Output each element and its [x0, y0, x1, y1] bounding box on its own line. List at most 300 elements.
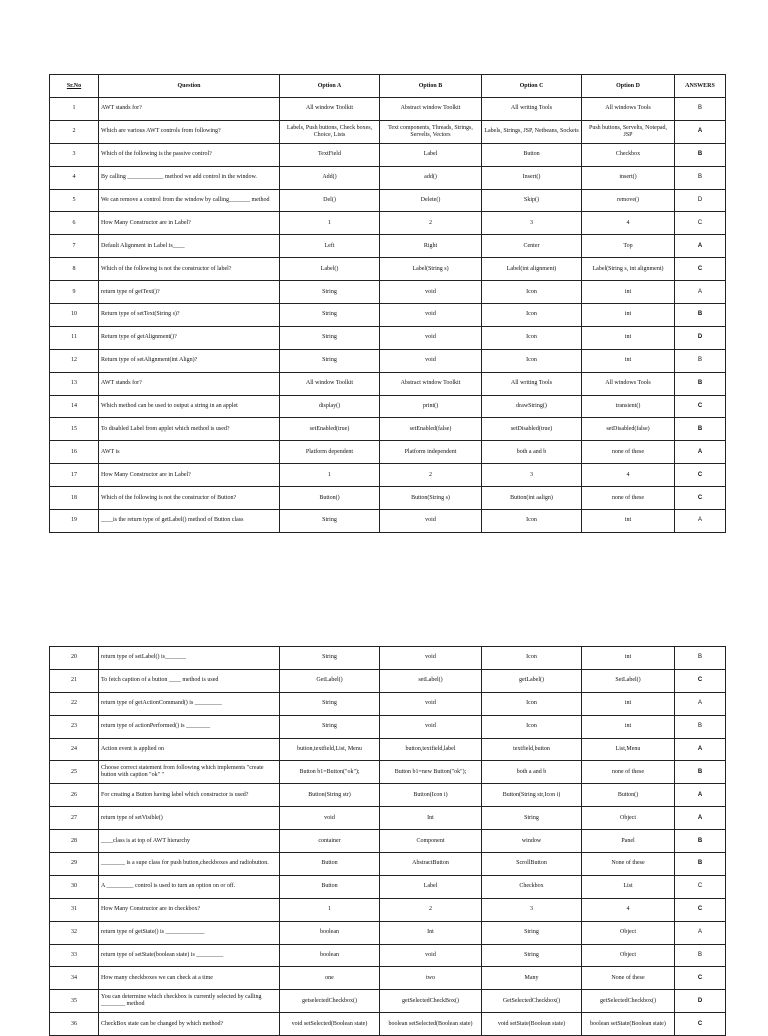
cell-question: By calling ____________ method we add control in the window.: [99, 166, 280, 189]
cell-option-d: Object: [582, 944, 675, 967]
cell-question: Which of the following is the passive control?: [99, 143, 280, 166]
cell-option-d: insert(): [582, 166, 675, 189]
cell-option-a: boolean: [280, 921, 380, 944]
cell-question: return type of getText()?: [99, 281, 280, 304]
header-option-a: Option A: [280, 75, 380, 98]
cell-option-c: String: [482, 921, 582, 944]
cell-question: ____is the return type of getLabel() method of Button class: [99, 510, 280, 533]
cell-option-d: int: [582, 326, 675, 349]
cell-srno: 27: [50, 807, 99, 830]
table-row: [50, 281, 726, 304]
cell-option-c: Button: [482, 143, 582, 166]
cell-answer: C: [675, 967, 726, 990]
cell-srno: 34: [50, 967, 99, 990]
cell-option-a: String: [280, 692, 380, 715]
cell-srno: 33: [50, 944, 99, 967]
cell-answer: B: [675, 853, 726, 876]
cell-option-b: Int: [380, 807, 482, 830]
header-option-b: Option B: [380, 75, 482, 98]
table-row: [50, 189, 726, 212]
cell-option-a: All window Toolkit: [280, 372, 380, 395]
cell-option-d: int: [582, 715, 675, 738]
cell-option-c: 3: [482, 464, 582, 487]
table-row: [50, 212, 726, 235]
cell-option-b: Button(Icon i): [380, 784, 482, 807]
table-row: [50, 967, 726, 990]
cell-option-c: Skip(): [482, 189, 582, 212]
cell-srno: 3: [50, 143, 99, 166]
cell-srno: 9: [50, 281, 99, 304]
cell-question: CheckBox state can be changed by which method?: [99, 1013, 280, 1036]
cell-option-b: void: [380, 692, 482, 715]
cell-option-c: setDisabled(true): [482, 418, 582, 441]
cell-option-b: setEnabled(false): [380, 418, 482, 441]
cell-option-c: String: [482, 944, 582, 967]
table-row: [50, 166, 726, 189]
cell-option-d: SetLabel(): [582, 669, 675, 692]
cell-option-a: String: [280, 349, 380, 372]
cell-srno: 25: [50, 761, 99, 784]
cell-srno: 1: [50, 98, 99, 121]
cell-option-b: Platform independent: [380, 441, 482, 464]
cell-question: To disabled Label from applet which method is used?: [99, 418, 280, 441]
cell-option-b: Label: [380, 143, 482, 166]
cell-srno: 14: [50, 395, 99, 418]
cell-option-d: 4: [582, 464, 675, 487]
cell-option-d: int: [582, 510, 675, 533]
cell-option-b: void: [380, 510, 482, 533]
cell-option-d: None of these: [582, 967, 675, 990]
cell-srno: 2: [50, 120, 99, 143]
table-header-row: [50, 75, 726, 98]
cell-option-a: button,textfield,List, Menu: [280, 738, 380, 761]
table-row: [50, 510, 726, 533]
cell-answer: B: [675, 830, 726, 853]
cell-option-d: int: [582, 349, 675, 372]
header-option-d: Option D: [582, 75, 675, 98]
table-row: [50, 875, 726, 898]
cell-option-a: container: [280, 830, 380, 853]
cell-option-c: Icon: [482, 715, 582, 738]
header-answers: ANSWERS: [675, 75, 726, 98]
cell-option-a: Button: [280, 875, 380, 898]
cell-srno: 21: [50, 669, 99, 692]
table-row: [50, 349, 726, 372]
cell-answer: C: [675, 212, 726, 235]
cell-question: return type of getState() is _____________: [99, 921, 280, 944]
cell-option-b: Abstract window Toolkit: [380, 98, 482, 121]
cell-option-d: Panel: [582, 830, 675, 853]
cell-question: ________ is a supe class for push button,checkboxes and radiobutton.: [99, 853, 280, 876]
cell-option-a: String: [280, 281, 380, 304]
cell-question: ____class is at top of AWT hierarchy: [99, 830, 280, 853]
table-row: [50, 487, 726, 510]
cell-option-d: Label(String s, int alignment): [582, 258, 675, 281]
cell-answer: D: [675, 990, 726, 1013]
cell-option-d: 4: [582, 212, 675, 235]
cell-question: Default Alignment in Label is____: [99, 235, 280, 258]
cell-option-b: Abstract window Toolkit: [380, 372, 482, 395]
cell-option-d: List,Menu: [582, 738, 675, 761]
cell-option-c: getLabel(): [482, 669, 582, 692]
cell-option-b: Right: [380, 235, 482, 258]
cell-answer: B: [675, 349, 726, 372]
cell-option-b: button,textfield,label: [380, 738, 482, 761]
cell-question: A _________ control is used to turn an option on or off.: [99, 875, 280, 898]
cell-option-c: textfield,button: [482, 738, 582, 761]
cell-answer: B: [675, 761, 726, 784]
cell-srno: 6: [50, 212, 99, 235]
table-row: [50, 258, 726, 281]
cell-answer: A: [675, 807, 726, 830]
table-row: [50, 418, 726, 441]
cell-option-d: boolean setState(Boolean state): [582, 1013, 675, 1036]
cell-option-d: Object: [582, 807, 675, 830]
table-row: [50, 669, 726, 692]
cell-srno: 16: [50, 441, 99, 464]
cell-option-a: display(): [280, 395, 380, 418]
cell-option-b: void: [380, 281, 482, 304]
cell-option-b: Button(String s): [380, 487, 482, 510]
cell-question: How Many Constructor are in Label?: [99, 464, 280, 487]
cell-option-b: Label: [380, 875, 482, 898]
cell-option-c: ScrollButton: [482, 853, 582, 876]
cell-option-d: None of these: [582, 853, 675, 876]
cell-option-a: Button(String str): [280, 784, 380, 807]
cell-answer: C: [675, 487, 726, 510]
table-row: [50, 464, 726, 487]
table-row: [50, 944, 726, 967]
cell-option-d: none of these: [582, 761, 675, 784]
table-row: [50, 898, 726, 921]
cell-option-b: Label(String s): [380, 258, 482, 281]
cell-question: return type of getActionCommand() is _________: [99, 692, 280, 715]
cell-srno: 28: [50, 830, 99, 853]
cell-answer: D: [675, 189, 726, 212]
cell-option-a: void setSelected(Boolean state): [280, 1013, 380, 1036]
cell-question: Return type of setAlignment(int Align)?: [99, 349, 280, 372]
cell-answer: B: [675, 715, 726, 738]
cell-option-b: add(): [380, 166, 482, 189]
cell-answer: C: [675, 669, 726, 692]
cell-option-b: AbstractButton: [380, 853, 482, 876]
cell-question: Return type of setText(String s)?: [99, 304, 280, 327]
cell-answer: C: [675, 1013, 726, 1036]
cell-question: return type of setVisible(): [99, 807, 280, 830]
cell-option-a: Left: [280, 235, 380, 258]
cell-option-d: Button(): [582, 784, 675, 807]
cell-question: Which method can be used to output a string in an applet: [99, 395, 280, 418]
cell-option-b: two: [380, 967, 482, 990]
cell-option-c: Icon: [482, 326, 582, 349]
cell-option-b: Component: [380, 830, 482, 853]
table-row: [50, 921, 726, 944]
cell-answer: C: [675, 258, 726, 281]
cell-question: Return type of getAlignment()?: [99, 326, 280, 349]
cell-option-b: 2: [380, 212, 482, 235]
cell-option-a: Button(): [280, 487, 380, 510]
cell-option-c: Labels, Strings, JSP, Netbeans, Sockets: [482, 120, 582, 143]
cell-option-d: All windows Tools: [582, 372, 675, 395]
cell-question: Which of the following is not the constructor of label?: [99, 258, 280, 281]
cell-answer: A: [675, 921, 726, 944]
cell-option-a: Del(): [280, 189, 380, 212]
cell-option-b: Delete(): [380, 189, 482, 212]
cell-question: For creating a Button having label which constructor is used?: [99, 784, 280, 807]
cell-srno: 23: [50, 715, 99, 738]
mcq-table-part-1: [49, 74, 726, 533]
table-row: [50, 761, 726, 784]
cell-option-d: int: [582, 304, 675, 327]
cell-option-a: String: [280, 715, 380, 738]
cell-option-a: 1: [280, 212, 380, 235]
header-option-c: Option C: [482, 75, 582, 98]
header-question: Question: [99, 75, 280, 98]
cell-answer: B: [675, 166, 726, 189]
cell-question: Which of the following is not the constructor of Button?: [99, 487, 280, 510]
cell-answer: A: [675, 441, 726, 464]
cell-answer: B: [675, 143, 726, 166]
table-row: [50, 990, 726, 1013]
cell-answer: A: [675, 784, 726, 807]
cell-answer: B: [675, 647, 726, 670]
cell-srno: 17: [50, 464, 99, 487]
cell-question: return type of actionPerformed() is ________: [99, 715, 280, 738]
cell-question: return type of setLabel() is_______: [99, 647, 280, 670]
cell-srno: 36: [50, 1013, 99, 1036]
cell-option-b: void: [380, 349, 482, 372]
table-row: [50, 235, 726, 258]
table-row: [50, 120, 726, 143]
cell-option-c: String: [482, 807, 582, 830]
cell-option-a: String: [280, 647, 380, 670]
cell-option-b: 2: [380, 464, 482, 487]
cell-option-d: getSelectedCheckbox(): [582, 990, 675, 1013]
cell-option-d: none of these: [582, 487, 675, 510]
cell-question: AWT is: [99, 441, 280, 464]
cell-option-c: Center: [482, 235, 582, 258]
cell-option-a: GetLabel(): [280, 669, 380, 692]
cell-srno: 22: [50, 692, 99, 715]
cell-srno: 24: [50, 738, 99, 761]
cell-question: Action event is applied on: [99, 738, 280, 761]
table-row: [50, 715, 726, 738]
cell-srno: 11: [50, 326, 99, 349]
cell-option-a: String: [280, 510, 380, 533]
cell-option-b: void: [380, 647, 482, 670]
cell-option-c: Label(int alignment): [482, 258, 582, 281]
cell-srno: 10: [50, 304, 99, 327]
cell-option-d: int: [582, 692, 675, 715]
cell-question: How many checkboxes we can check at a time: [99, 967, 280, 990]
cell-option-d: Push buttons, Servelts, Notepad, JSP: [582, 120, 675, 143]
cell-option-c: All writing Tools: [482, 98, 582, 121]
table-row: [50, 372, 726, 395]
cell-option-d: Checkbox: [582, 143, 675, 166]
cell-answer: B: [675, 372, 726, 395]
table-row: [50, 807, 726, 830]
cell-option-c: Icon: [482, 349, 582, 372]
table-row: [50, 647, 726, 670]
cell-srno: 7: [50, 235, 99, 258]
cell-option-b: void: [380, 304, 482, 327]
cell-option-d: List: [582, 875, 675, 898]
cell-option-d: none of these: [582, 441, 675, 464]
header-srno: Sr.No: [50, 75, 99, 98]
cell-question: Which are various AWT controls from following?: [99, 120, 280, 143]
cell-srno: 31: [50, 898, 99, 921]
cell-srno: 4: [50, 166, 99, 189]
cell-option-a: one: [280, 967, 380, 990]
cell-option-c: Button(String str,Icon i): [482, 784, 582, 807]
cell-option-a: Add(): [280, 166, 380, 189]
cell-option-a: boolean: [280, 944, 380, 967]
table-body-part-2: [50, 647, 726, 1036]
cell-option-c: 3: [482, 898, 582, 921]
cell-option-b: boolean setSelected(Boolean state): [380, 1013, 482, 1036]
cell-question: You can determine which checkbox is currently selected by calling ________ method: [99, 990, 280, 1013]
cell-option-a: void: [280, 807, 380, 830]
table-row: [50, 692, 726, 715]
table-row: [50, 738, 726, 761]
cell-option-d: Top: [582, 235, 675, 258]
cell-srno: 13: [50, 372, 99, 395]
cell-question: Choose correct statement from following which implements "create button with caption "ok" ": [99, 761, 280, 784]
table-row: [50, 1013, 726, 1036]
cell-option-c: GetSelectedCheckbox(): [482, 990, 582, 1013]
cell-option-c: both a and b: [482, 761, 582, 784]
cell-option-c: Icon: [482, 510, 582, 533]
cell-option-d: 4: [582, 898, 675, 921]
cell-answer: D: [675, 326, 726, 349]
cell-option-c: drawString(): [482, 395, 582, 418]
cell-option-d: setDisabled(false): [582, 418, 675, 441]
cell-option-a: 1: [280, 464, 380, 487]
cell-answer: C: [675, 395, 726, 418]
table-body-part-1: [50, 98, 726, 533]
cell-answer: A: [675, 692, 726, 715]
table-row: [50, 98, 726, 121]
cell-srno: 35: [50, 990, 99, 1013]
cell-option-a: Button: [280, 853, 380, 876]
cell-answer: A: [675, 235, 726, 258]
cell-srno: 5: [50, 189, 99, 212]
cell-answer: B: [675, 304, 726, 327]
cell-option-c: Checkbox: [482, 875, 582, 898]
table-row: [50, 395, 726, 418]
cell-option-b: void: [380, 715, 482, 738]
table-row: [50, 830, 726, 853]
cell-option-b: getSelectedCheckBox(): [380, 990, 482, 1013]
table-row: [50, 326, 726, 349]
cell-srno: 20: [50, 647, 99, 670]
cell-answer: C: [675, 464, 726, 487]
cell-srno: 15: [50, 418, 99, 441]
cell-srno: 32: [50, 921, 99, 944]
cell-option-a: setEnabled(true): [280, 418, 380, 441]
cell-question: How Many Constructor are in checkbox?: [99, 898, 280, 921]
cell-option-b: 2: [380, 898, 482, 921]
cell-answer: C: [675, 875, 726, 898]
cell-answer: A: [675, 281, 726, 304]
cell-option-a: 1: [280, 898, 380, 921]
cell-option-c: Icon: [482, 647, 582, 670]
table-row: [50, 784, 726, 807]
cell-option-c: Icon: [482, 304, 582, 327]
mcq-table-part-2: [49, 646, 726, 1036]
cell-option-a: Platform dependent: [280, 441, 380, 464]
cell-option-c: Insert(): [482, 166, 582, 189]
cell-srno: 29: [50, 853, 99, 876]
cell-option-d: transient(): [582, 395, 675, 418]
cell-srno: 12: [50, 349, 99, 372]
cell-option-c: Many: [482, 967, 582, 990]
cell-option-a: Labels, Push buttons, Check boxes, Choice, Lists: [280, 120, 380, 143]
cell-answer: A: [675, 738, 726, 761]
cell-option-b: print(): [380, 395, 482, 418]
cell-option-a: getselectedCheckbox(): [280, 990, 380, 1013]
cell-option-c: All writing Tools: [482, 372, 582, 395]
cell-answer: A: [675, 120, 726, 143]
cell-option-b: Text components, Threads, Strings, Servelts, Vectors: [380, 120, 482, 143]
cell-option-b: Button b1=new Button("ok");: [380, 761, 482, 784]
cell-option-c: Button(int aalign): [482, 487, 582, 510]
cell-option-c: both a and b: [482, 441, 582, 464]
cell-question: AWT stands for?: [99, 372, 280, 395]
cell-option-d: int: [582, 647, 675, 670]
cell-answer: B: [675, 418, 726, 441]
cell-srno: 30: [50, 875, 99, 898]
cell-option-b: Int: [380, 921, 482, 944]
cell-option-d: Object: [582, 921, 675, 944]
cell-option-a: All window Toolkit: [280, 98, 380, 121]
cell-option-a: TextField: [280, 143, 380, 166]
cell-question: return type of setState(boolean state) is _________: [99, 944, 280, 967]
cell-option-c: Icon: [482, 692, 582, 715]
cell-answer: B: [675, 944, 726, 967]
cell-option-d: All windows Tools: [582, 98, 675, 121]
cell-option-b: setLabel(): [380, 669, 482, 692]
cell-option-b: void: [380, 326, 482, 349]
cell-srno: 19: [50, 510, 99, 533]
table-row: [50, 304, 726, 327]
cell-option-a: String: [280, 304, 380, 327]
cell-option-a: String: [280, 326, 380, 349]
cell-answer: C: [675, 898, 726, 921]
table-row: [50, 853, 726, 876]
cell-srno: 8: [50, 258, 99, 281]
cell-option-b: void: [380, 944, 482, 967]
cell-srno: 26: [50, 784, 99, 807]
cell-option-d: remove(): [582, 189, 675, 212]
cell-question: To fetch caption of a button ____ method is used: [99, 669, 280, 692]
cell-answer: A: [675, 510, 726, 533]
cell-option-d: int: [582, 281, 675, 304]
cell-option-c: 3: [482, 212, 582, 235]
cell-option-c: Icon: [482, 281, 582, 304]
cell-option-c: void setState(Boolean state): [482, 1013, 582, 1036]
cell-answer: B: [675, 98, 726, 121]
cell-option-a: Label(): [280, 258, 380, 281]
cell-option-a: Button b1=Button("ok");: [280, 761, 380, 784]
cell-option-c: window: [482, 830, 582, 853]
cell-question: How Many Constructor are in Label?: [99, 212, 280, 235]
table-row: [50, 441, 726, 464]
table-row: [50, 143, 726, 166]
cell-question: AWT stands for?: [99, 98, 280, 121]
cell-srno: 18: [50, 487, 99, 510]
cell-question: We can remove a control from the window by calling_______ method: [99, 189, 280, 212]
